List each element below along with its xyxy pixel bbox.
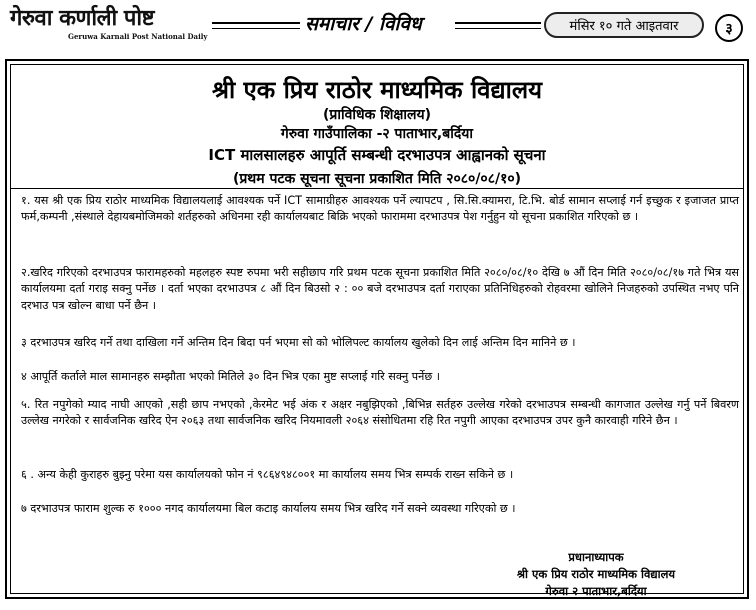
notice-title: ICT मालसालहरु आपूर्ति सम्बन्धी दरभाउपत्र आह्वानको सूचना [208, 146, 546, 164]
school-address: गेरुवा गाउँपालिका -२ पाताभार,बर्दिया [280, 126, 474, 142]
signatory-address: गेरुवा २ पाताभार,बर्दिया [545, 584, 647, 598]
masthead-logo [10, 6, 208, 40]
publication-date: (प्रथम पटक सूचना सूचना प्रकाशित मिति २०८०/०८/१०) [232, 171, 522, 187]
heading-divider [11, 188, 743, 189]
notice-paragraph: ५. रित नपुगेको म्याद नाघी आएको ,सही छाप नभएको ,केरमेट भई अंक र अक्षर नबुझिएको ,बिभिन्न सर्तहरु उल्लेख गरेको दरभाउपत्र सम्बन्धी कागजात उल्लेख गर्नु पर्ने बिवरण उल्लेख नगरेको र सार्वजनिक खरिद ऐन २०६३ तथा सार्वजनिक खरिद नियमावली २०६४ संसोधितमा रहि रित नपुगी आएका दरभाउपत्र उपर कुनै कारवाही गरिने छैन । [21, 398, 739, 428]
header-rule-left-top [212, 22, 300, 24]
notice-paragraph: १. यस श्री एक प्रिय राठोर माध्यमिक विद्यालयलाई आवश्यक पर्ने ICT सामाग्रीहरु आवश्यक पर्ने ल्यापटप , सि.सि.क्यामरा, टि.भि. बोर्ड सामान सप्लाई गर्न इच्छुक र इजाजत प्राप्त फर्म,कम्पनी ,संस्थाले देहायबमोजिमको शर्तहरुको अधिनमा रही कार्यालयबाट बिक्रि भएको फाराममा दरभाउपत्र पेश गर्नुहुन यो सूचना प्रकाशित गरिएको छ । [21, 194, 739, 224]
header-rule-right-bottom [455, 28, 541, 29]
header-rule-right-top [455, 22, 541, 24]
newspaper-title: गेरुवा कर्णाली पोष्ट [10, 6, 154, 31]
notice-paragraph: ७ दरभाउपत्र फाराम शुल्क रु १००० नगद कार्यालयमा बिल कटाइ कार्यालय समय भित्र खरिद गर्ने सक्ने व्यवस्था गरिएको छ । [21, 502, 516, 515]
page-number: ३ [715, 14, 743, 42]
school-name: श्री एक प्रिय राठोर माध्यमिक विद्यालय [211, 76, 543, 104]
notice-inner-border [10, 64, 744, 598]
header-rule-left-bottom [212, 28, 300, 29]
section-label: समाचार / विविध [305, 13, 422, 35]
notice-paragraph: ६ . अन्य केही कुराहरु बुझ्नु परेमा यस कार्यालयको फोन नं ९८६४९४८००१ मा कार्यालय समय भित्र सम्पर्क राख्न सकिने छ । [21, 468, 514, 481]
signature-block [471, 549, 721, 600]
tender-notice [5, 59, 749, 599]
school-type: (प्राविधिक शिक्षालय) [322, 107, 432, 123]
signatory-role: प्रधानाध्यापक [568, 550, 624, 564]
issue-date: मंसिर १० गते आइतवार [544, 12, 704, 38]
notice-paragraph: २.खरिद गरिएको दरभाउपत्र फारामहरुको महलहरु स्पष्ट रुपमा भरी सहीछाप गरि प्रथम पटक सूचना प्रकाशित मिति २०८०/०८/१० देखि ७ औं दिन मिति २०८०/०८/१७ गते भित्र यस कार्यालयमा दर्ता गराइ सक्नु पर्नेछ । दर्ता भएका दरभाउपत्र ८ औं दिन बिउसो २ : ०० बजे दरभाउपत्र दर्ता गराएका प्रतिनिधिहरुको रोहवरमा खोलिने निजहरुको उपस्थित नभए पनि दरभाउ पत्र खोल्न बाधा पर्ने छैन । [21, 266, 739, 312]
signatory-school: श्री एक प्रिय राठोर माध्यमिक विद्यालय [516, 567, 676, 581]
newspaper-subtitle: Geruwa Karnali Post National Daily [68, 32, 208, 41]
notice-paragraph: ३ दरभाउपत्र खरिद गर्ने तथा दाखिला गर्ने अन्तिम दिन बिदा पर्न भएमा सो को भोलिपल्ट कार्यालय खुलेको दिन लाई अन्तिम दिन मानिने छ । [21, 336, 576, 349]
page-header [0, 0, 756, 48]
notice-paragraph: ४ आपूर्ति कर्ताले माल सामानहरु सम्झौता भएको मितिले ३० दिन भित्र एका मुष्ट सप्लाई गरि सक्नु पर्नेछ । [21, 370, 440, 383]
